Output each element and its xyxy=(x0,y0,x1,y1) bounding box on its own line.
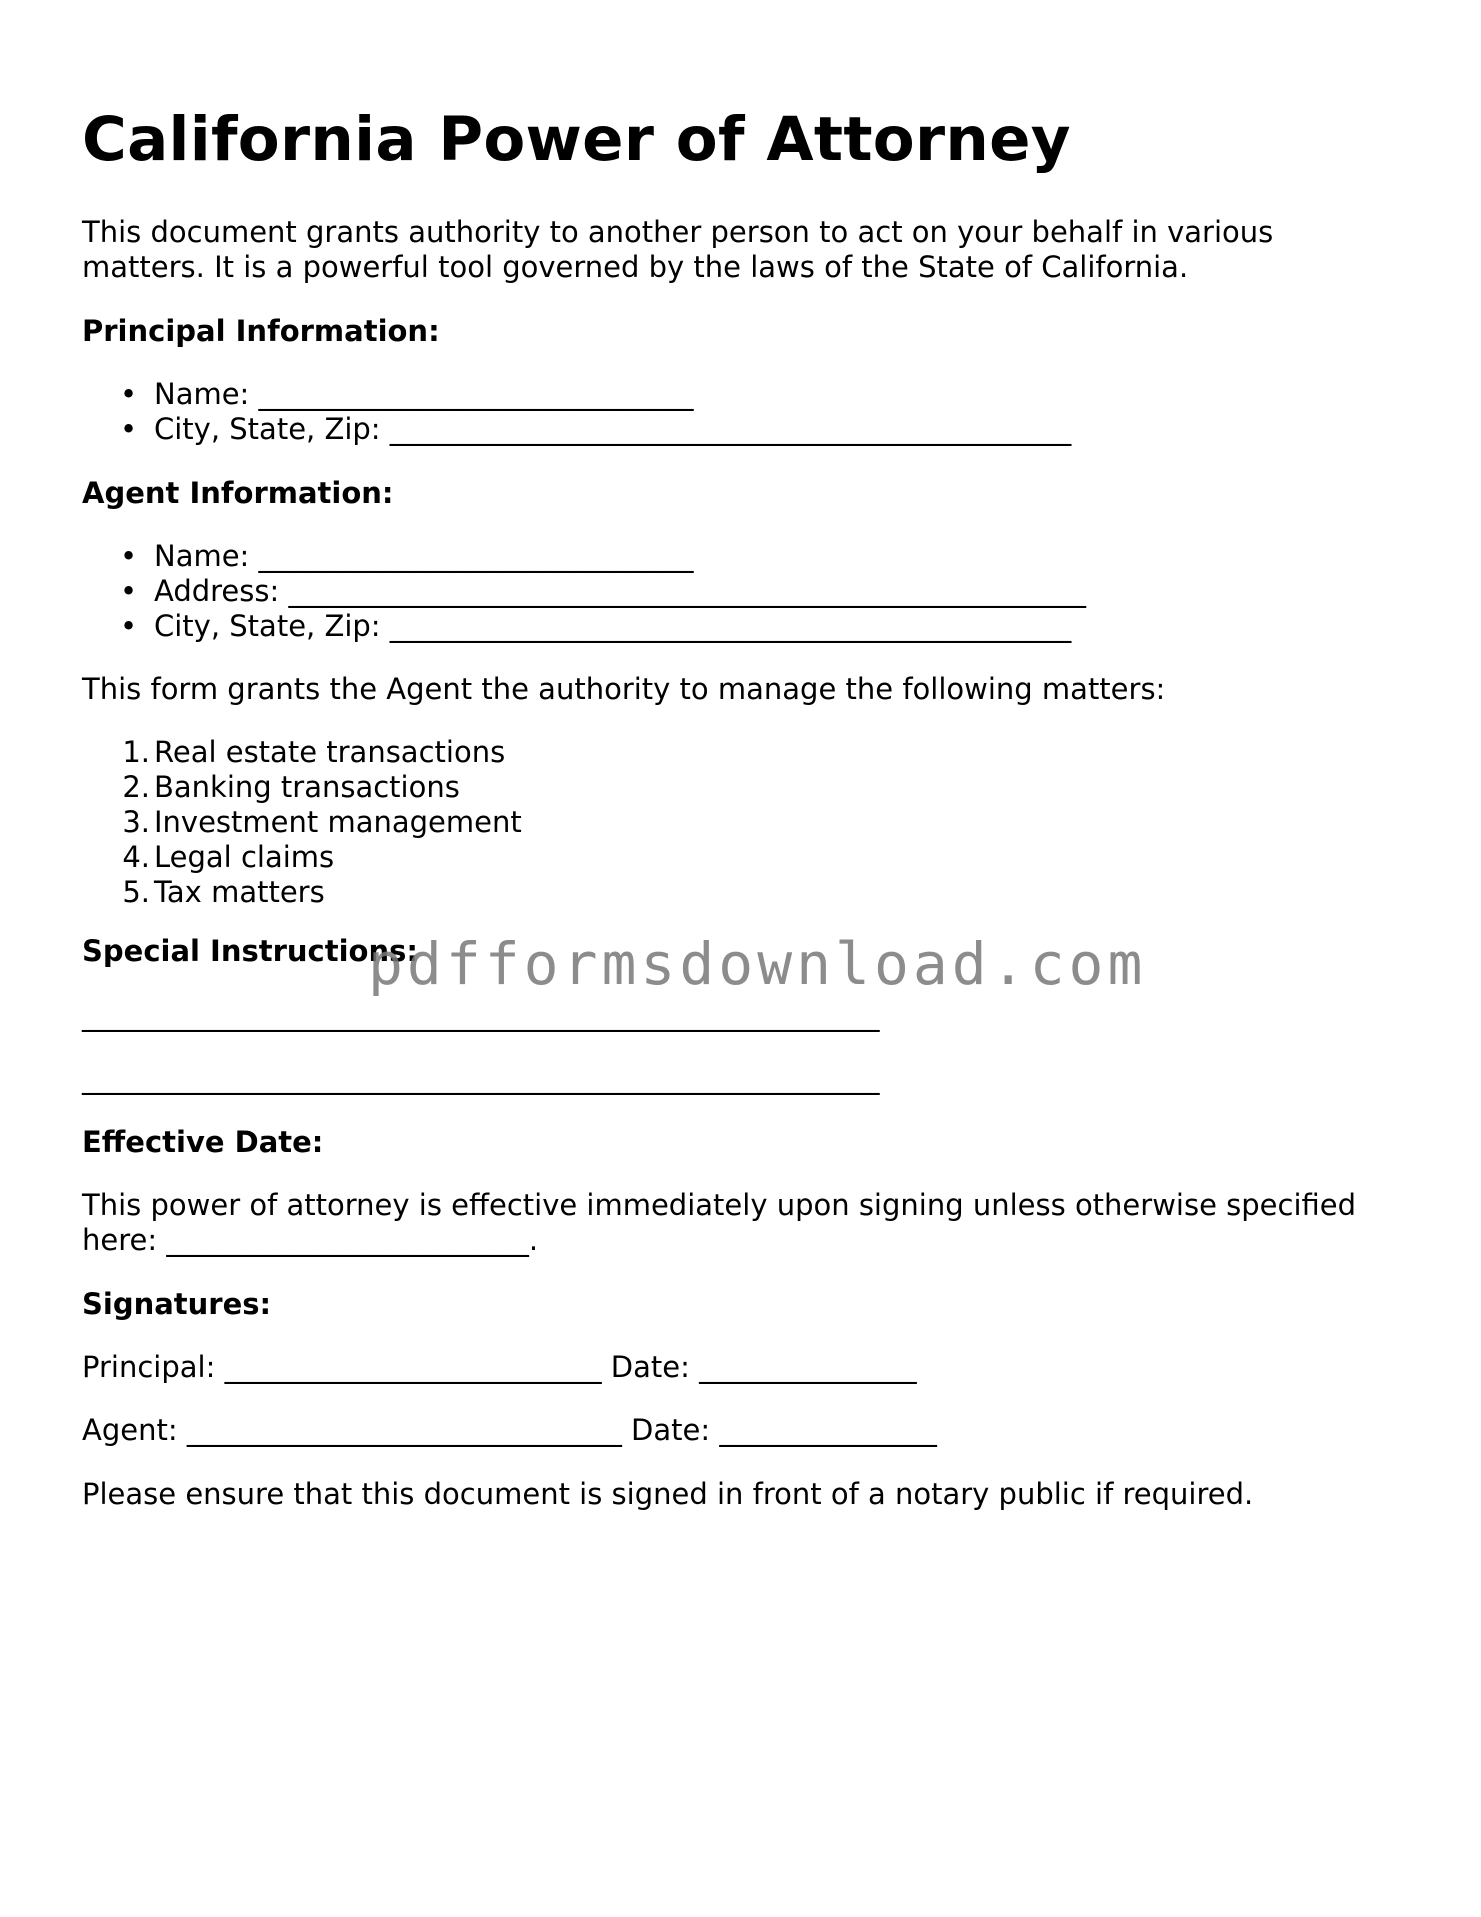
agent-city-field[interactable]: • City, State, Zip: _______________________________________________ xyxy=(120,609,1072,643)
effective-text-line-1: This power of attorney is effective immediately upon signing unless otherwise specified xyxy=(82,1188,1357,1222)
watermark: pdfformsdownload.com xyxy=(368,930,1147,998)
agent-signature-line[interactable]: Agent: ______________________________ Date: _______________ xyxy=(82,1413,937,1447)
principal-fields xyxy=(82,377,1071,447)
authority-item: 5. Tax matters xyxy=(122,875,325,909)
signatures-heading: Signatures: xyxy=(82,1287,272,1321)
authority-item: 1. Real estate transactions xyxy=(122,735,506,769)
authority-item: 2. Banking transactions xyxy=(122,770,460,804)
principal-city-field[interactable]: • City, State, Zip: _______________________________________________ xyxy=(120,412,1072,446)
intro-line-1: This document grants authority to another person to act on your behalf in various xyxy=(82,215,1274,249)
principal-name-field[interactable]: • Name: ______________________________ xyxy=(120,377,694,411)
agent-fields xyxy=(82,539,1086,644)
intro-line-2: matters. It is a powerful tool governed by the laws of the State of California. xyxy=(82,250,1189,284)
special-instructions-line-1[interactable]: _______________________________________________________ xyxy=(82,998,880,1032)
authority-item: 4. Legal claims xyxy=(122,840,335,874)
principal-heading: Principal Information: xyxy=(82,314,440,348)
effective-text-line-2[interactable]: here: _________________________. xyxy=(82,1223,539,1257)
authority-list xyxy=(82,735,522,910)
agent-address-field[interactable]: • Address: _______________________________________________________ xyxy=(120,574,1086,608)
agent-name-field[interactable]: • Name: ______________________________ xyxy=(120,539,694,573)
document-title: California Power of Attorney xyxy=(82,104,1071,175)
authority-item: 3. Investment management xyxy=(122,805,522,839)
special-instructions-line-2[interactable]: _______________________________________________________ xyxy=(82,1061,880,1095)
effective-heading: Effective Date: xyxy=(82,1125,324,1159)
notary-notice: Please ensure that this document is signed in front of a notary public if required. xyxy=(82,1477,1254,1511)
special-heading: Special Instructions: xyxy=(82,934,418,968)
principal-signature-line[interactable]: Principal: __________________________ Date: _______________ xyxy=(82,1350,917,1384)
agent-heading: Agent Information: xyxy=(82,476,394,510)
authority-intro: This form grants the Agent the authority to manage the following matters: xyxy=(82,672,1166,706)
